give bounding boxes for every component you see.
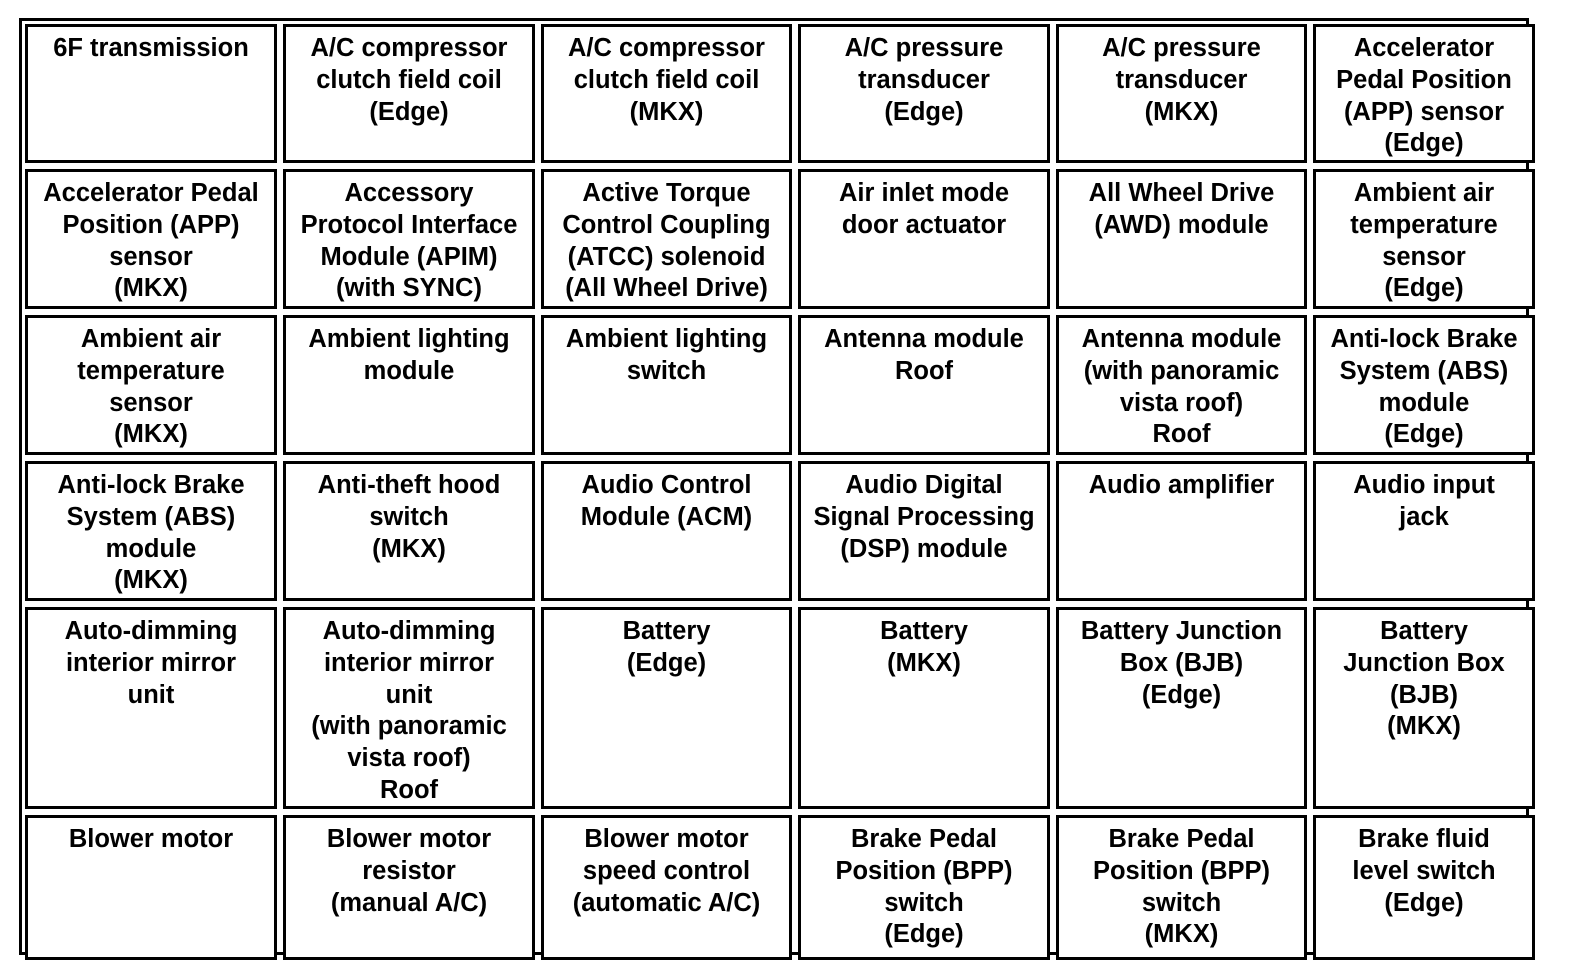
- table-cell: A/C compressor clutch field coil (Edge): [283, 24, 535, 163]
- table-cell: Anti-lock Brake System (ABS) module (Edge): [1313, 315, 1535, 455]
- table-cell: Battery Junction Box (BJB) (Edge): [1056, 607, 1307, 809]
- table-cell: Battery Junction Box (BJB) (MKX): [1313, 607, 1535, 809]
- table-cell: Battery (MKX): [798, 607, 1050, 809]
- table-cell: Blower motor: [25, 815, 277, 960]
- table-cell: Accelerator Pedal Position (APP) sensor (MKX): [25, 169, 277, 309]
- table-cell: Blower motor speed control (automatic A/C): [541, 815, 792, 960]
- component-grid: [25, 24, 1523, 949]
- table-cell: Ambient lighting switch: [541, 315, 792, 455]
- table-cell: Antenna module Roof: [798, 315, 1050, 455]
- table-cell: Air inlet mode door actuator: [798, 169, 1050, 309]
- table-cell: Auto-dimming interior mirror unit (with panoramic vista roof) Roof: [283, 607, 535, 809]
- table-cell: 6F transmission: [25, 24, 277, 163]
- table-cell: Anti-lock Brake System (ABS) module (MKX): [25, 461, 277, 601]
- table-cell: All Wheel Drive (AWD) module: [1056, 169, 1307, 309]
- table-cell: Active Torque Control Coupling (ATCC) solenoid (All Wheel Drive): [541, 169, 792, 309]
- table-cell: Audio Digital Signal Processing (DSP) module: [798, 461, 1050, 601]
- table-cell: Accessory Protocol Interface Module (APIM) (with SYNC): [283, 169, 535, 309]
- table-cell: Blower motor resistor (manual A/C): [283, 815, 535, 960]
- table-cell: A/C pressure transducer (Edge): [798, 24, 1050, 163]
- table-cell: Accelerator Pedal Position (APP) sensor (Edge): [1313, 24, 1535, 163]
- table-cell: Anti-theft hood switch (MKX): [283, 461, 535, 601]
- table-cell: A/C pressure transducer (MKX): [1056, 24, 1307, 163]
- table-cell: Battery (Edge): [541, 607, 792, 809]
- table-cell: Antenna module (with panoramic vista roof) Roof: [1056, 315, 1307, 455]
- table-cell: A/C compressor clutch field coil (MKX): [541, 24, 792, 163]
- table-cell: Brake Pedal Position (BPP) switch (Edge): [798, 815, 1050, 960]
- component-table: [19, 18, 1529, 955]
- table-cell: Brake fluid level switch (Edge): [1313, 815, 1535, 960]
- table-cell: Audio input jack: [1313, 461, 1535, 601]
- table-cell: Brake Pedal Position (BPP) switch (MKX): [1056, 815, 1307, 960]
- table-cell: Audio amplifier: [1056, 461, 1307, 601]
- table-cell: Audio Control Module (ACM): [541, 461, 792, 601]
- table-cell: Ambient air temperature sensor (Edge): [1313, 169, 1535, 309]
- table-cell: Auto-dimming interior mirror unit: [25, 607, 277, 809]
- table-cell: Ambient air temperature sensor (MKX): [25, 315, 277, 455]
- table-cell: Ambient lighting module: [283, 315, 535, 455]
